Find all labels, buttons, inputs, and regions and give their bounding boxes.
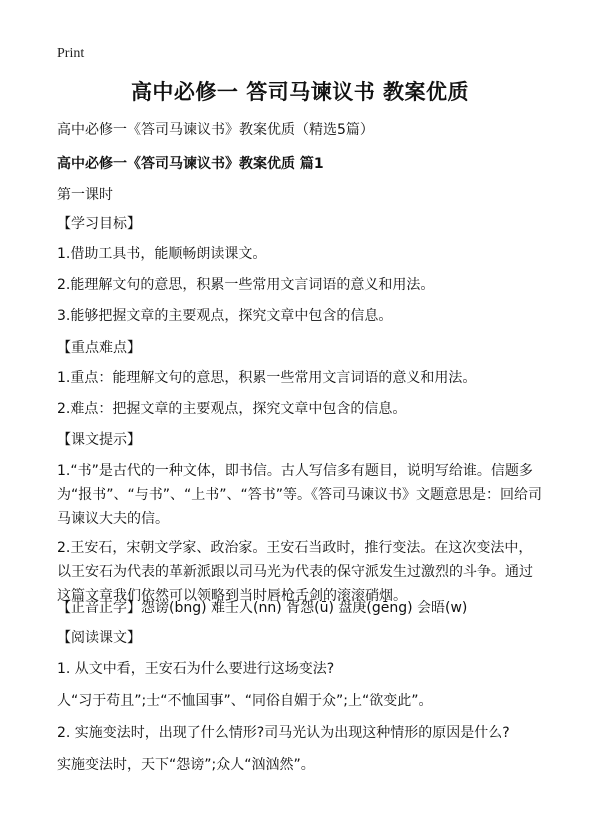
page-title: 高中必修一 答司马谏议书 教案优质 bbox=[130, 80, 470, 104]
heading-reading: 【阅读课文】 bbox=[57, 630, 141, 646]
goal-item: 2.能理解文句的意思，积累一些常用文言词语的意义和用法。 bbox=[57, 277, 435, 293]
hint-paragraph: 2.王安石，宋朝文学家、政治家。王安石当政时，推行变法。在这次变法中，以王安石为代表的革新派跟以司马光为代表的保守派发生过激烈的斗争。通过这篇文章我们依然可以领略到当时唇枪舌剑的滚滚硝烟。 bbox=[57, 540, 533, 604]
goal-item: 3.能够把握文章的主要观点，探究文章中包含的信息。 bbox=[57, 308, 393, 324]
key-point-item: 2.难点：把握文章的主要观点，探究文章中包含的信息。 bbox=[57, 401, 407, 417]
question-item: 2. 实施变法时，出现了什么情形?司马光认为出现这种情形的原因是什么? bbox=[57, 725, 510, 741]
heading-text-hints: 【课文提示】 bbox=[57, 432, 141, 448]
section-heading: 高中必修一《答司马谏议书》教案优质 篇1 bbox=[57, 156, 324, 172]
print-link[interactable]: Print bbox=[57, 46, 85, 61]
heading-goals: 【学习目标】 bbox=[57, 216, 141, 232]
hint-paragraph: 1.“书”是古代的一种文体，即书信。古人写信多有题目，说明写给谁。信题多为“报书”、“与书”、“上书”、“答书”等。《答司马谏议书》文题意思是：回给司马谏议大夫的信。 bbox=[57, 463, 543, 527]
question-item: 1. 从文中看，王安石为什么要进行这场变法? bbox=[57, 661, 335, 677]
heading-key-points: 【重点难点】 bbox=[57, 340, 141, 356]
lesson-label: 第一课时 bbox=[57, 187, 113, 203]
key-point-item: 1.重点：能理解文句的意思，积累一些常用文言词语的意义和用法。 bbox=[57, 370, 477, 386]
answer-item: 实施变法时，天下“怨谤”;众人“汹汹然”。 bbox=[57, 757, 315, 773]
pronunciation-line: 【正音正字】怨谤(bng) 难壬人(nn) 胥怨(ū) 盘庚(gēng) 会晤(w) bbox=[57, 600, 468, 616]
answer-item: 人“习于苟且”;士“不恤国事”、“同俗自媚于众”;上“欲变此”。 bbox=[57, 693, 433, 709]
subtitle: 高中必修一《答司马谏议书》教案优质（精选5篇） bbox=[57, 122, 374, 138]
goal-item: 1.借助工具书，能顺畅朗读课文。 bbox=[57, 246, 267, 262]
